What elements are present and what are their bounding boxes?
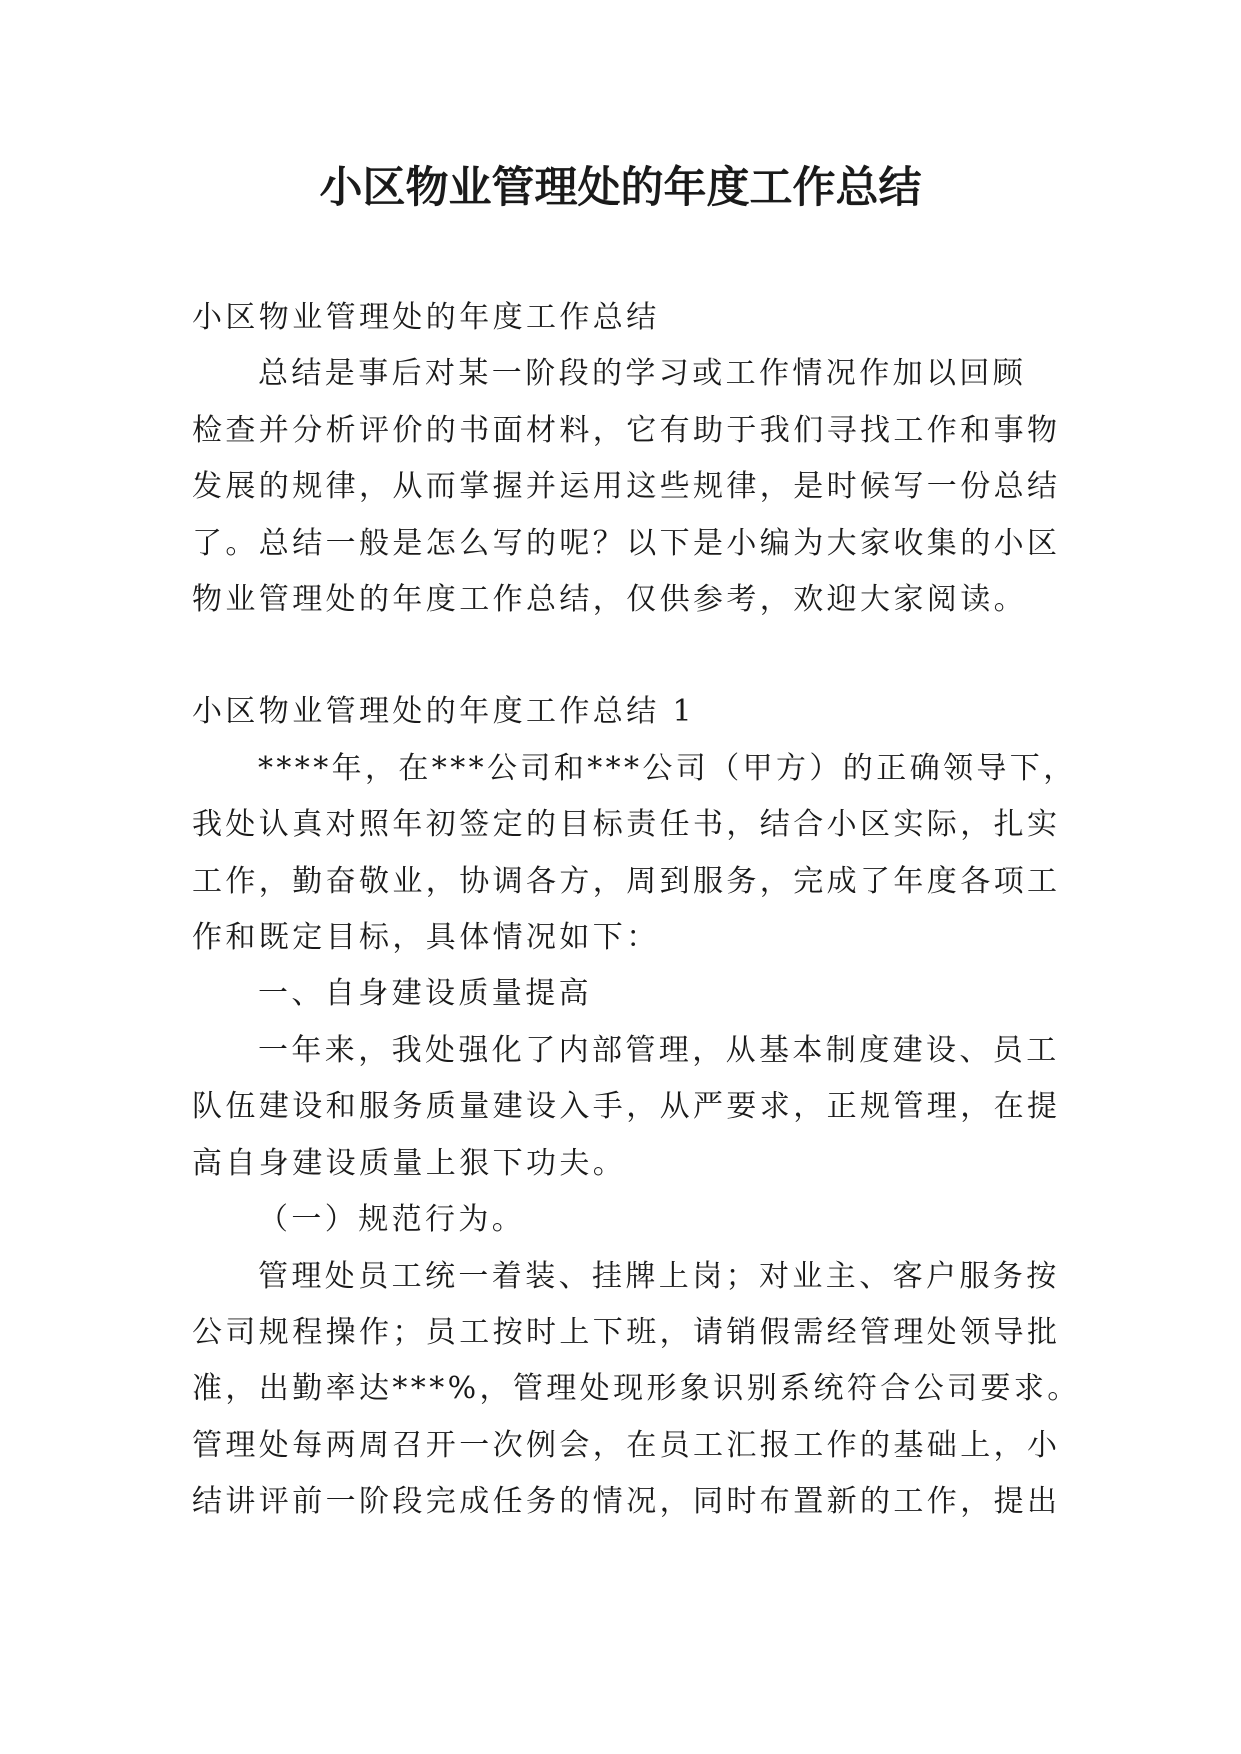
section-heading: 小区物业管理处的年度工作总结 — [192, 300, 660, 335]
subsection-heading: 一、自身建设质量提高 — [258, 976, 592, 1012]
paragraph-line: 公司规程操作；员工按时上下班，请销假需经管理处领导批 — [192, 1314, 1061, 1350]
section-heading: 小区物业管理处的年度工作总结 1 — [192, 694, 696, 730]
paragraph-line: 管理处员工统一着装、挂牌上岗；对业主、客户服务按 — [258, 1258, 1060, 1294]
paragraph-gap — [192, 628, 1072, 684]
paragraph-line: 了。总结一般是怎么写的呢？以下是小编为大家收集的小区 — [192, 525, 1061, 561]
paragraph-line: 作和既定目标，具体情况如下： — [192, 920, 660, 956]
paragraph-line: 我处认真对照年初签定的目标责任书，结合小区实际，扎实 — [192, 807, 1061, 843]
paragraph-line: 准，出勤率达***%，管理处现形象识别系统符合公司要求。 — [192, 1371, 1081, 1407]
paragraph-line: 管理处每两周召开一次例会，在员工汇报工作的基础上，小 — [192, 1427, 1061, 1463]
paragraph-line: 工作，勤奋敬业，协调各方，周到服务，完成了年度各项工 — [192, 863, 1061, 899]
document-body — [192, 290, 1081, 1531]
paragraph-line: 队伍建设和服务质量建设入手，从严要求，正规管理，在提 — [192, 1089, 1061, 1125]
paragraph-line: 结讲评前一阶段完成任务的情况，同时布置新的工作，提出 — [192, 1484, 1061, 1520]
paragraph-line: 检查并分析评价的书面材料，它有助于我们寻找工作和事物 — [192, 412, 1061, 448]
document-title: 小区物业管理处的年度工作总结 — [319, 163, 922, 213]
subsection-heading: （一）规范行为。 — [258, 1202, 526, 1238]
paragraph-line: 高自身建设质量上狠下功夫。 — [192, 1145, 627, 1181]
paragraph-line: ****年，在***公司和***公司（甲方）的正确领导下， — [258, 750, 1077, 786]
paragraph-line: 发展的规律，从而掌握并运用这些规律，是时候写一份总结 — [192, 469, 1061, 505]
paragraph-line: 总结是事后对某一阶段的学习或工作情况作加以回顾 — [258, 356, 1027, 392]
paragraph-line: 一年来，我处强化了内部管理，从基本制度建设、员工 — [258, 1032, 1060, 1068]
paragraph-line: 物业管理处的年度工作总结，仅供参考，欢迎大家阅读。 — [192, 582, 1027, 618]
